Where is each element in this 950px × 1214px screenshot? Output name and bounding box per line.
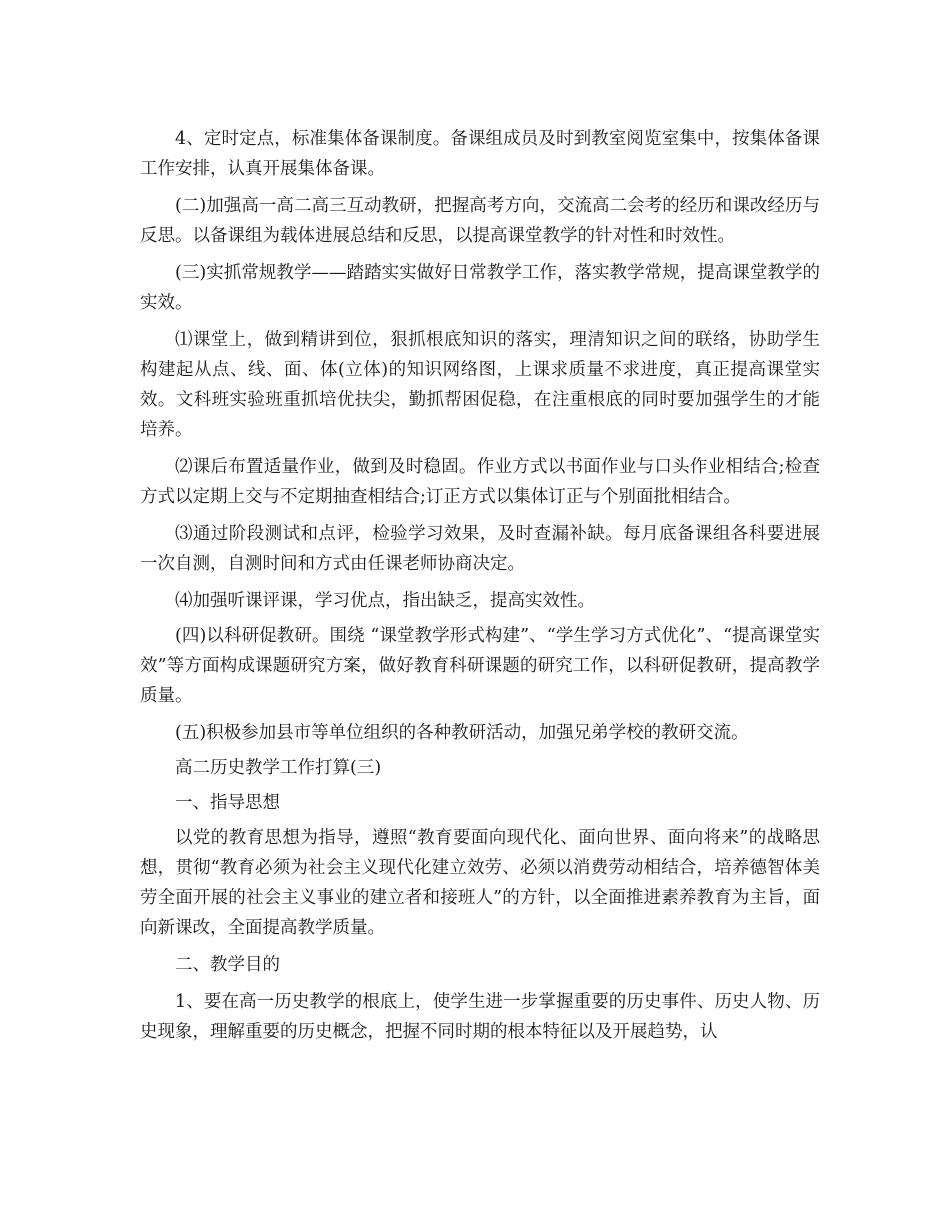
paragraph-section-2-collaborative-research: (二)加强高一高二高三互动教研，把握高考方向，交流高二会考的经历和课改经历与反思。以备课组为载体进展总结和反思，以提高课堂教学的针对性和时效性。: [140, 196, 820, 246]
paragraph-item-4-lesson-prep: 4、定时定点，标准集体备课制度。备课组成员及时到教室阅览室集中，按集体备课工作安排，认真开展集体备课。: [140, 129, 820, 179]
paragraph-subitem-3-testing: ⑶通过阶段测试和点评，检验学习效果，及时查漏补缺。每月底备课组各科要进展一次自测，自测时间和方式由任课老师协商决定。: [140, 524, 820, 574]
heading-guiding-ideology: 一、指导思想: [175, 793, 280, 813]
section-title-plan-3: 高二历史教学工作打算(三): [175, 758, 382, 778]
document-body: [140, 124, 820, 1054]
paragraph-objective-1: 1、要在高一历史教学的根底上，使学生进一步掌握重要的历史事件、历史人物、历史现象，理解重要的历史概念，把握不同时期的根本特征以及开展趋势，认: [140, 992, 820, 1042]
paragraph-guiding-ideology: 以党的教育思想为指导，遵照“教育要面向现代化、面向世界、面向将来”的战略思想，贯彻“教育必须为社会主义现代化建立效劳、必须以消费劳动相结合，培养德智体美劳全面开展的社会主义事业的建立者和接班人”的方针，以全面推进素养教育为主旨，面向新课改，全面提高教学质量。: [140, 828, 820, 938]
heading-teaching-objectives: 二、教学目的: [175, 955, 280, 975]
paragraph-subitem-4-observation: ⑷加强听课评课，学习优点，指出缺乏，提高实效性。: [175, 591, 595, 611]
paragraph-section-5-activities: (五)积极参加县市等单位组织的各种教研活动，加强兄弟学校的教研交流。: [175, 723, 749, 743]
paragraph-subitem-2-homework: ⑵课后布置适量作业，做到及时稳固。作业方式以书面作业与口头作业相结合;检查方式以定期上交与不定期抽查相结合;订正方式以集体订正与个别面批相结合。: [140, 457, 820, 507]
paragraph-section-4-research: (四)以科研促教研。围绕 “课堂教学形式构建”、“学生学习方式优化”、“提高课堂实效”等方面构成课题研究方案，做好教育科研课题的研究工作，以科研促教研，提高教学质量。: [140, 626, 820, 706]
paragraph-subitem-1-classroom: ⑴课堂上，做到精讲到位，狠抓根底知识的落实，理清知识之间的联络，协助学生构建起从点、线、面、体(立体)的知识网络图，上课求质量不求进度，真正提高课堂实效。文科班实验班重抓培优扶尖，勤抓帮困促稳，在注重根底的同时要加强学生的才能培养。: [140, 330, 820, 440]
paragraph-section-3-routine-teaching: (三)实抓常规教学——踏踏实实做好日常教学工作，落实教学常规，提高课堂教学的实效。: [140, 263, 820, 313]
